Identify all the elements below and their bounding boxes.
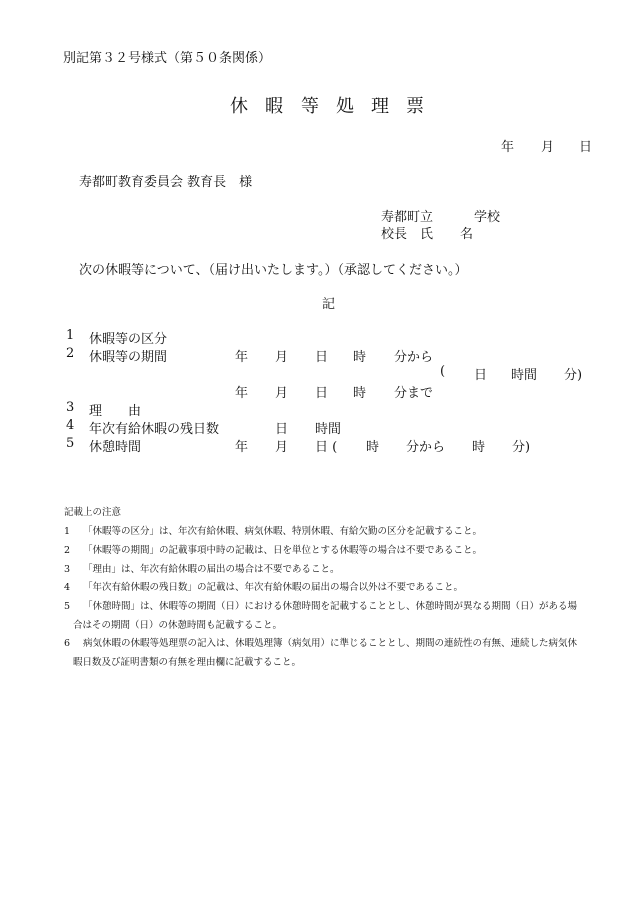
item-number: 5 xyxy=(66,436,75,451)
note-number: 6 xyxy=(64,638,71,649)
remaining-days-label: 日 xyxy=(275,422,289,437)
break-end-hour-label: 時 xyxy=(472,440,486,455)
item-label: 理 由 xyxy=(89,404,142,419)
note-text: 「理由」は、年次有給休暇の届出の場合は不要であること。 xyxy=(83,564,340,575)
title-char: 理 xyxy=(371,96,389,117)
note-number: 5 xyxy=(64,601,71,612)
note-text: 「休憩時間」は、休暇等の期間（日）における休憩時間を記載することとし、休憩時間が異なる期間（日）がある場 xyxy=(83,601,578,612)
break-year-label: 年 xyxy=(235,440,249,455)
to-day-label: 日 xyxy=(315,386,329,401)
notes-heading: 記載上の注意 xyxy=(64,507,122,518)
title-char: 処 xyxy=(336,96,354,117)
break-start-minute-label: 分から xyxy=(406,440,446,455)
note-text-continued: 合はその期間（日）の休憩時間も記載すること。 xyxy=(73,620,283,631)
from-day-label: 日 xyxy=(315,350,329,365)
note-text: 「休暇等の区分」は、年次有給休暇、病気休暇、特別休暇、有給欠勤の区分を記載すること。 xyxy=(83,526,483,537)
addressee: 寿都町教育委員会 教育長 様 xyxy=(79,175,253,190)
body-text: 次の休暇等について、（届け出いたします。）（承認してください。） xyxy=(79,263,468,278)
title-char: 休 xyxy=(230,96,248,117)
from-month-label: 月 xyxy=(275,350,289,365)
note-number: 3 xyxy=(64,564,71,575)
note-item xyxy=(64,597,599,635)
to-year-label: 年 xyxy=(235,386,249,401)
from-hour-label: 時 xyxy=(353,350,367,365)
break-start-hour-label: 時 xyxy=(366,440,380,455)
from-minute-label: 分から xyxy=(394,350,434,365)
to-minute-label: 分まで xyxy=(394,386,434,401)
date-day-label: 日 xyxy=(579,140,593,155)
note-number: 4 xyxy=(64,582,71,593)
note-item xyxy=(64,560,599,579)
note-item xyxy=(64,541,599,560)
principal-name-suffix: 名 xyxy=(460,227,474,242)
title-char: 等 xyxy=(301,96,319,117)
break-day-label: 日 ( xyxy=(315,440,338,455)
note-number: 2 xyxy=(64,545,71,556)
note-number: 1 xyxy=(64,526,71,537)
note-item xyxy=(64,578,599,597)
period-days-label: 日 xyxy=(474,368,488,383)
principal-name-prefix: 校長 氏 xyxy=(381,227,434,242)
date-year-label: 年 xyxy=(501,140,515,155)
title-char: 票 xyxy=(406,96,424,117)
period-hours-label: 時間 xyxy=(511,368,538,383)
school-name-suffix: 学校 xyxy=(474,210,501,225)
period-minutes-label: 分) xyxy=(564,368,583,383)
to-hour-label: 時 xyxy=(353,386,367,401)
title-char: 暇 xyxy=(265,96,283,117)
form-number: 別記第３２号様式（第５０条関係） xyxy=(63,51,272,66)
item-label: 休暇等の期間 xyxy=(89,350,168,365)
item-number: 3 xyxy=(66,400,75,415)
note-item xyxy=(64,634,599,672)
note-item xyxy=(64,522,599,541)
item-label: 年次有給休暇の残日数 xyxy=(89,422,220,437)
item-number: 2 xyxy=(66,346,75,361)
ki-marker: 記 xyxy=(322,297,336,312)
period-paren-open: ( xyxy=(440,364,446,379)
item-label: 休暇等の区分 xyxy=(89,332,168,347)
break-month-label: 月 xyxy=(275,440,289,455)
break-end-minute-label: 分) xyxy=(512,440,531,455)
note-text-continued: 暇日数及び証明書類の有無を理由欄に記載すること。 xyxy=(73,657,302,668)
from-year-label: 年 xyxy=(235,350,249,365)
note-text: 「年次有給休暇の残日数」の記載は、年次有給休暇の届出の場合以外は不要であること。 xyxy=(83,582,464,593)
school-name-prefix: 寿都町立 xyxy=(381,210,434,225)
note-text: 病気休暇の休暇等処理票の記入は、休暇処理簿（病気用）に準じることとし、期間の連続性の有無、連続した病気休 xyxy=(83,638,578,649)
date-month-label: 月 xyxy=(541,140,555,155)
item-label: 休憩時間 xyxy=(89,440,142,455)
to-month-label: 月 xyxy=(275,386,289,401)
remaining-hours-label: 時間 xyxy=(315,422,342,437)
note-text: 「休暇等の期間」の記載事項中時の記載は、日を単位とする休暇等の場合は不要であること。 xyxy=(83,545,483,556)
item-number: 4 xyxy=(66,418,75,433)
item-number: 1 xyxy=(66,328,75,343)
